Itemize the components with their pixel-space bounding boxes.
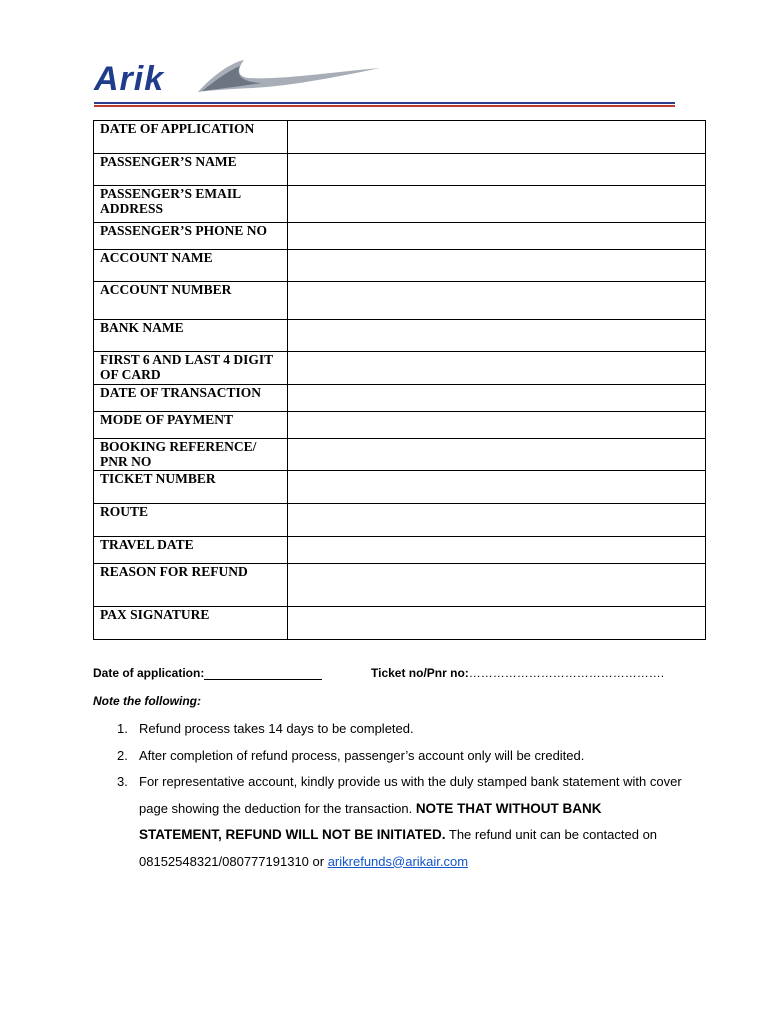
date-of-transaction-field[interactable]	[288, 385, 706, 412]
field-label: FIRST 6 AND LAST 4 DIGIT OF CARD	[94, 352, 288, 385]
field-label: ACCOUNT NAME	[94, 250, 288, 282]
pax-signature-field[interactable]	[288, 607, 706, 640]
table-row	[94, 385, 706, 412]
field-label: ROUTE	[94, 504, 288, 537]
date-of-application-field[interactable]	[288, 121, 706, 154]
bank-name-field[interactable]	[288, 320, 706, 352]
table-row	[94, 471, 706, 504]
field-label: BOOKING REFERENCE/ PNR NO	[94, 439, 288, 471]
route-field[interactable]	[288, 504, 706, 537]
note-text: For representative account, kindly provide us with the duly stamped bank statement with cover page showing the deduction for the transaction.	[139, 774, 682, 816]
ticket-pnr-label: Ticket no/Pnr no:	[371, 666, 469, 680]
footer-line	[93, 666, 713, 680]
ticket-pnr-group	[371, 666, 664, 680]
table-row	[94, 439, 706, 471]
field-label: BANK NAME	[94, 320, 288, 352]
booking-reference-field[interactable]	[288, 439, 706, 471]
card-digits-field[interactable]	[288, 352, 706, 385]
field-label: PAX SIGNATURE	[94, 607, 288, 640]
table-row	[94, 607, 706, 640]
table-row	[94, 564, 706, 607]
table-row	[94, 412, 706, 439]
field-label: TICKET NUMBER	[94, 471, 288, 504]
notes-list	[93, 716, 683, 875]
field-label: ACCOUNT NUMBER	[94, 282, 288, 320]
note-text: After completion of refund process, passenger’s account only will be credited.	[139, 747, 585, 763]
date-of-application-blank[interactable]	[204, 667, 322, 680]
mode-of-payment-field[interactable]	[288, 412, 706, 439]
table-row	[94, 320, 706, 352]
field-label: REASON FOR REFUND	[94, 564, 288, 607]
table-row	[94, 282, 706, 320]
list-item	[93, 716, 683, 743]
note-text: The refund unit can be contacted on 08152548321/080777191310 or	[139, 827, 658, 869]
list-number: 2.	[117, 747, 128, 763]
list-item	[93, 769, 683, 875]
table-row	[94, 352, 706, 385]
field-label: TRAVEL DATE	[94, 537, 288, 564]
list-number: 1.	[117, 721, 128, 736]
account-number-field[interactable]	[288, 282, 706, 320]
table-row	[94, 250, 706, 282]
notes-title: Note the following:	[93, 694, 201, 708]
field-label: MODE OF PAYMENT	[94, 412, 288, 439]
table-row	[94, 223, 706, 250]
passenger-name-field[interactable]	[288, 154, 706, 186]
bird-wing-icon	[192, 58, 382, 98]
table-row	[94, 537, 706, 564]
account-name-field[interactable]	[288, 250, 706, 282]
table-row	[94, 154, 706, 186]
header-rule-blue	[94, 102, 675, 104]
passenger-phone-field[interactable]	[288, 223, 706, 250]
logo-wordmark: Arik	[94, 60, 165, 98]
table-row	[94, 121, 706, 154]
field-label: DATE OF APPLICATION	[94, 121, 288, 154]
field-label: PASSENGER’S PHONE NO	[94, 223, 288, 250]
field-label: PASSENGER’S EMAIL ADDRESS	[94, 186, 288, 223]
note-warning: NOTE THAT WITHOUT BANK STATEMENT, REFUND WILL NOT BE INITIATED.	[139, 800, 602, 842]
arik-logo	[94, 58, 294, 100]
note-text: Refund process takes 14 days to be completed.	[139, 721, 414, 736]
list-number: 3.	[117, 774, 128, 789]
refund-form-table	[93, 120, 706, 640]
table-row	[94, 504, 706, 537]
header-rule-red	[94, 105, 675, 107]
table-row	[94, 186, 706, 223]
travel-date-field[interactable]	[288, 537, 706, 564]
ticket-number-field[interactable]	[288, 471, 706, 504]
field-label: PASSENGER’S NAME	[94, 154, 288, 186]
ticket-pnr-blank[interactable]: ………………………………………….	[468, 666, 665, 680]
passenger-email-field[interactable]	[288, 186, 706, 223]
date-of-application-label: Date of application:	[93, 666, 205, 680]
field-label: DATE OF TRANSACTION	[94, 385, 288, 412]
refund-email-link[interactable]: arikrefunds@arikair.com	[327, 853, 469, 869]
reason-for-refund-field[interactable]	[288, 564, 706, 607]
list-item	[93, 743, 683, 770]
